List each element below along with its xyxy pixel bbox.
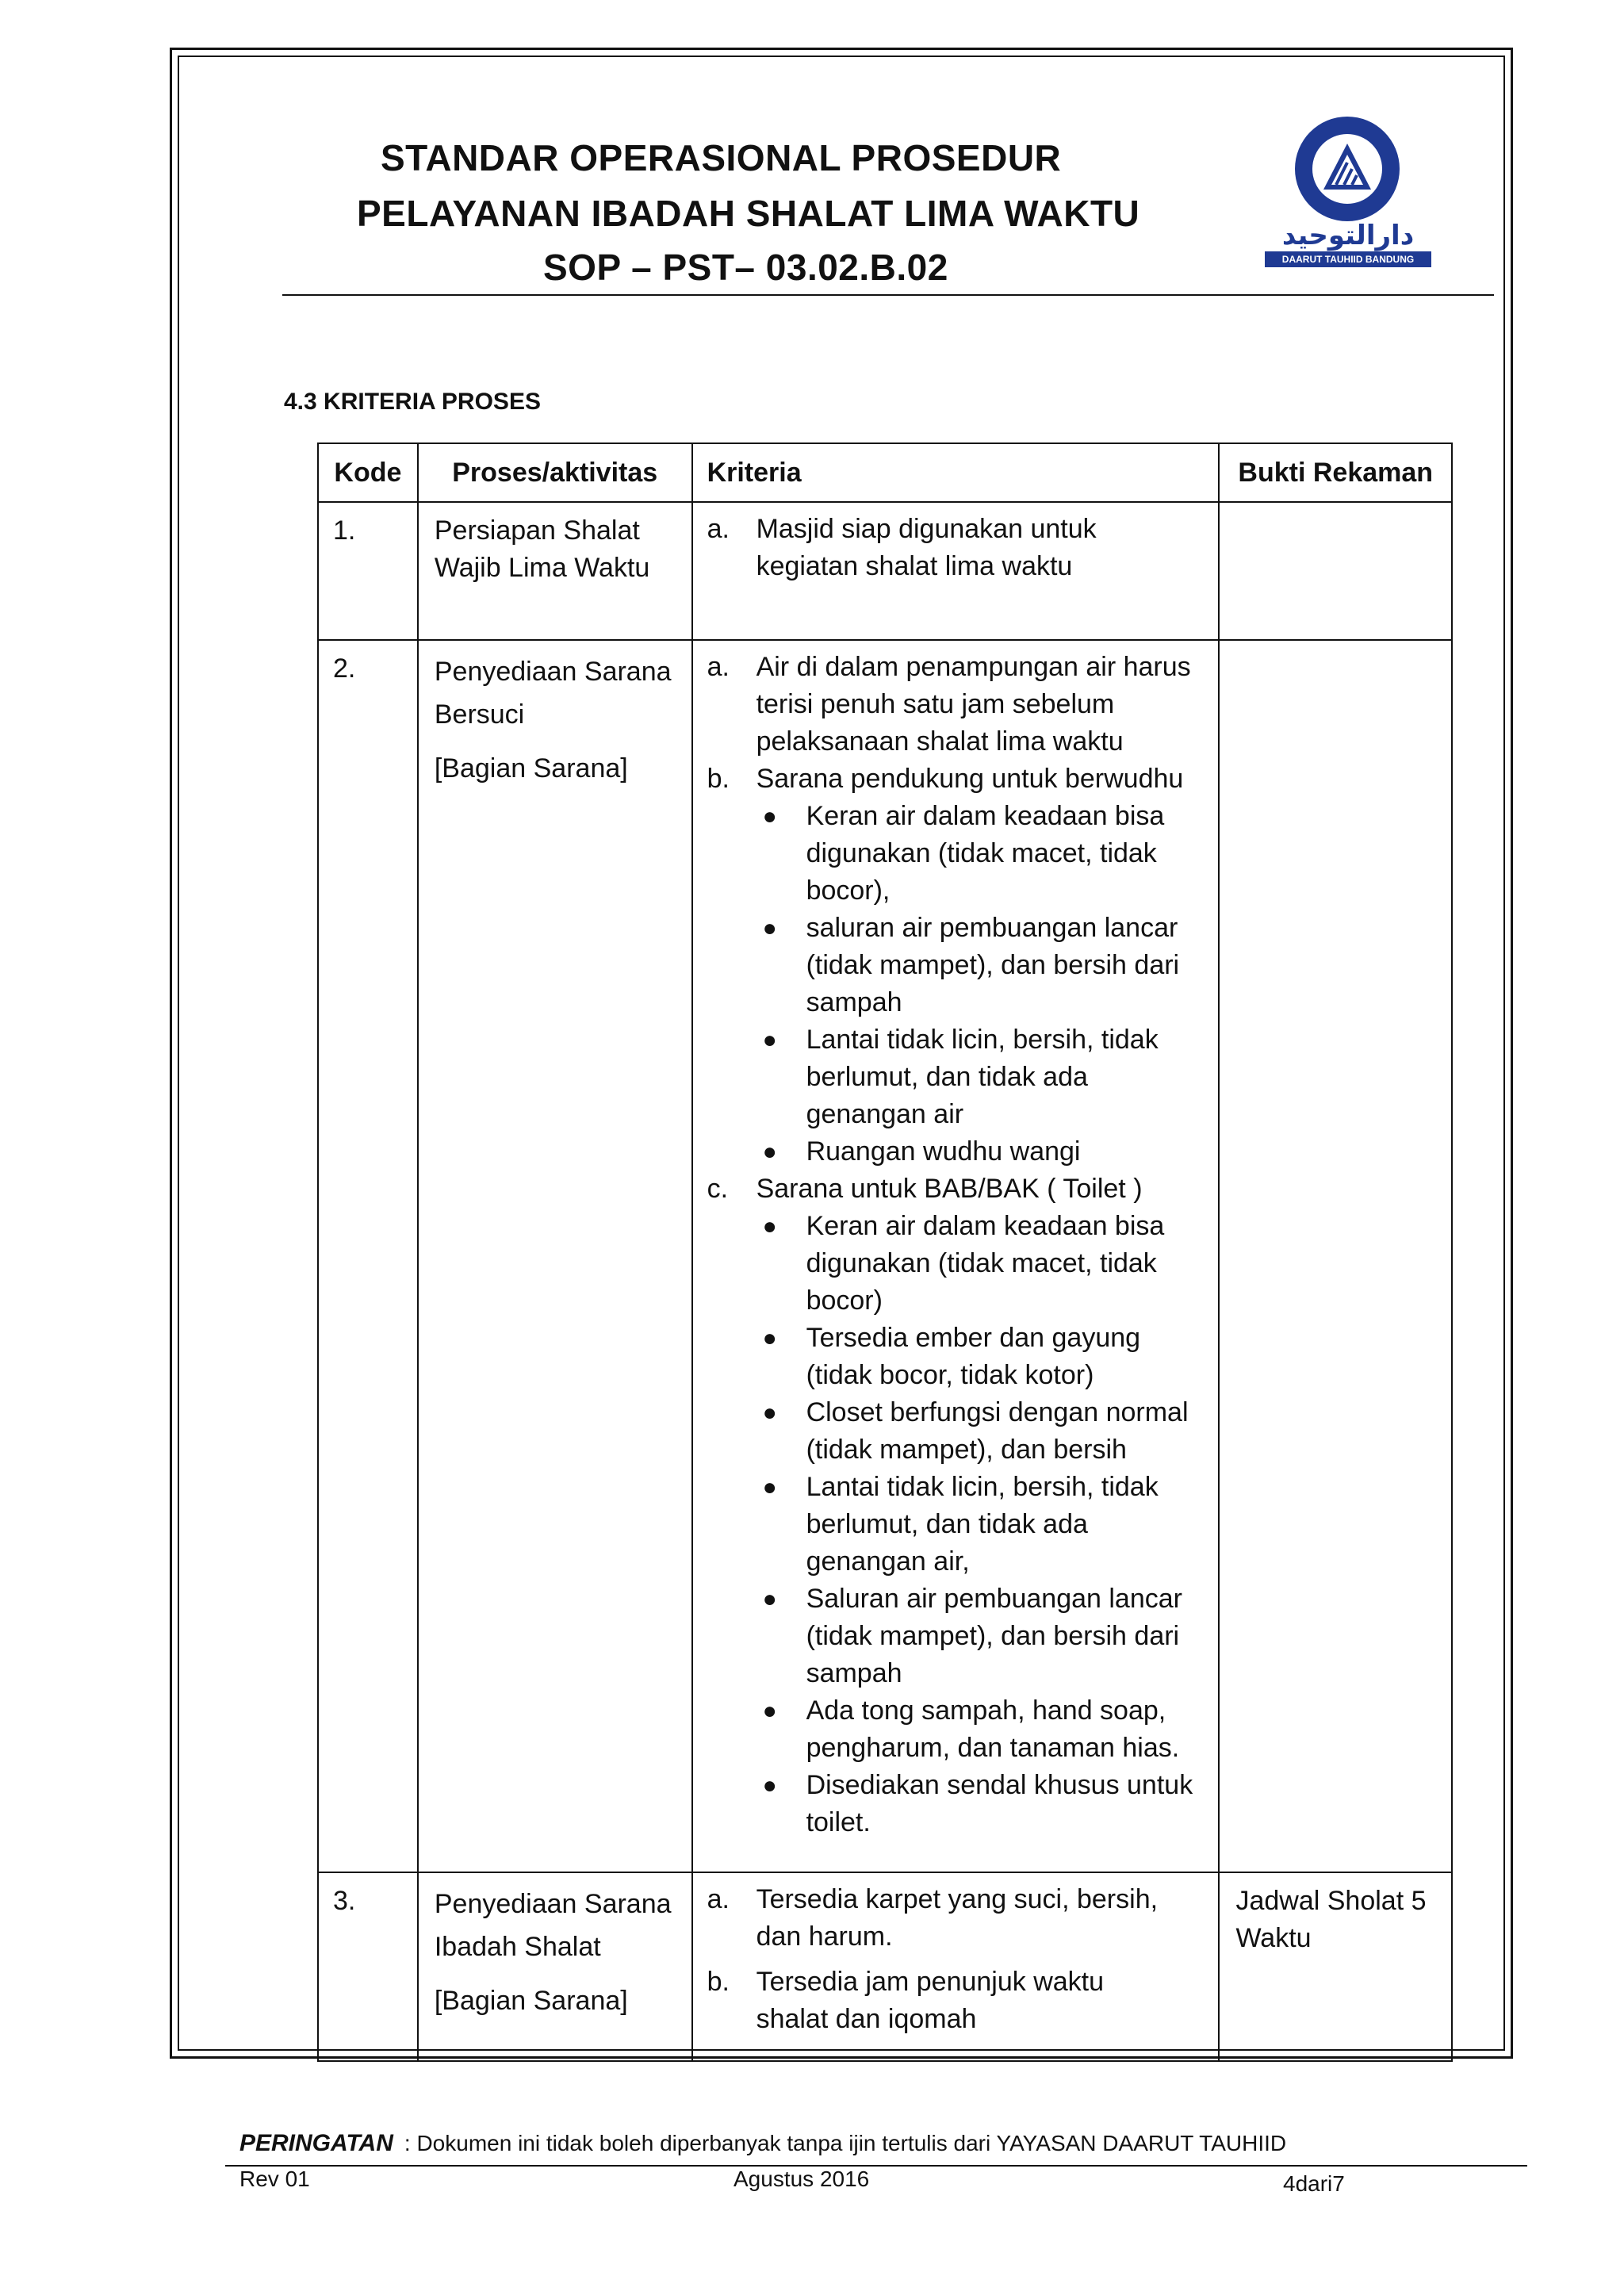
item-label: a. (707, 1884, 730, 1914)
criteria-text: Tersedia jam penunjuk waktu (756, 1967, 1105, 1997)
bullet-item (707, 1394, 1212, 1469)
bullet-text: Lantai tidak licin, bersih, tidak (806, 1472, 1159, 1502)
table-header-row (318, 443, 1452, 502)
criteria-text: dan harum. (756, 1921, 893, 1952)
bullet-text: Lantai tidak licin, bersih, tidak (806, 1025, 1159, 1055)
bullet-text: bocor), (806, 875, 891, 906)
bullet-text: (tidak mampet), dan bersih dari (806, 950, 1180, 980)
bullet-icon: ● (762, 1772, 777, 1799)
document-subtitle: PELAYANAN IBADAH SHALAT LIMA WAKTU (357, 193, 1140, 234)
bullet-item (707, 1133, 1212, 1170)
bullet-icon: ● (762, 803, 777, 829)
bullet-icon: ● (762, 1027, 777, 1053)
row-evidence (1219, 640, 1452, 1872)
bullet-text: Disediakan sendal khusus untuk (806, 1770, 1193, 1800)
criteria-table (317, 443, 1453, 2062)
table-row (318, 502, 1452, 640)
process-text: Penyediaan Sarana (434, 657, 672, 687)
bullet-icon: ● (762, 1213, 777, 1239)
row-evidence (1219, 502, 1452, 640)
bullet-icon: ● (762, 1586, 777, 1612)
bullet-text: digunakan (tidak macet, tidak (806, 1248, 1157, 1278)
bullet-icon: ● (762, 1474, 777, 1500)
process-text: Persiapan Shalat (434, 515, 640, 546)
item-label: b. (707, 1967, 730, 1997)
bullet-text: Keran air dalam keadaan bisa (806, 1211, 1165, 1241)
criteria-text: shalat dan iqomah (756, 2004, 977, 2034)
daarut-tauhiid-logo (1265, 115, 1435, 270)
bullet-text: (tidak mampet), dan bersih dari (806, 1621, 1180, 1651)
row-process (418, 640, 692, 1872)
bullet-text: (tidak bocor, tidak kotor) (806, 1360, 1094, 1390)
row-code: 1. (318, 502, 418, 640)
criteria-text: terisi penuh satu jam sebelum (756, 689, 1115, 719)
item-label: a. (707, 652, 730, 682)
document-code: SOP – PST– 03.02.B.02 (543, 247, 948, 288)
page-number: 4dari7 (1283, 2171, 1345, 2196)
evidence-text: Waktu (1235, 1923, 1312, 1953)
footer-warning (239, 2130, 1286, 2157)
header-code: Kode (318, 443, 418, 502)
row-criteria (692, 640, 1220, 1872)
criteria-item (707, 649, 1212, 761)
row-process (418, 502, 692, 640)
bullet-icon: ● (762, 1698, 777, 1724)
table-row (318, 1872, 1452, 2061)
process-text: Penyediaan Sarana (434, 1889, 672, 1919)
bullet-text: genangan air (806, 1099, 964, 1129)
criteria-text: Tersedia karpet yang suci, bersih, (756, 1884, 1159, 1914)
header-process: Proses/aktivitas (418, 443, 692, 502)
revision-number: Rev 01 (239, 2167, 310, 2191)
row-criteria (692, 502, 1220, 640)
bullet-text: Tersedia ember dan gayung (806, 1323, 1141, 1353)
bullet-item (707, 1767, 1212, 1841)
bullet-item (707, 1580, 1212, 1692)
bullet-text: (tidak mampet), dan bersih (806, 1435, 1127, 1465)
row-criteria (692, 1872, 1220, 2061)
document-date: Agustus 2016 (733, 2167, 870, 2191)
row-evidence (1219, 1872, 1452, 2061)
criteria-text: Masjid siap digunakan untuk (756, 514, 1097, 544)
criteria-item (707, 1881, 1212, 1956)
section-heading: 4.3 KRITERIA PROSES (284, 389, 541, 415)
bullet-text: Closet berfungsi dengan normal (806, 1397, 1189, 1427)
row-code: 3. (318, 1872, 418, 2061)
bullet-text: Saluran air pembuangan lancar (806, 1584, 1182, 1614)
bullet-text: bocor) (806, 1285, 883, 1316)
document-title: STANDAR OPERASIONAL PROSEDUR (381, 137, 1062, 178)
bullet-item (707, 1320, 1212, 1394)
criteria-text: Sarana pendukung untuk berwudhu (756, 764, 1184, 794)
item-label: c. (707, 1174, 729, 1204)
logo-emblem-icon (1295, 117, 1400, 221)
header-criteria: Kriteria (692, 443, 1220, 502)
criteria-item (707, 1170, 1212, 1208)
criteria-item (707, 761, 1212, 798)
bullet-text: Ada tong sampah, hand soap, (806, 1695, 1166, 1726)
bullet-text: genangan air, (806, 1546, 970, 1577)
bullet-item (707, 1692, 1212, 1767)
logo-strip-text: DAARUT TAUHIID BANDUNG (1265, 251, 1431, 267)
bullet-text: toilet. (806, 1807, 871, 1837)
item-label: b. (707, 764, 730, 794)
row-process (418, 1872, 692, 2061)
criteria-item (707, 1964, 1212, 2038)
process-text: Bersuci (434, 699, 525, 730)
bullet-text: saluran air pembuangan lancar (806, 913, 1178, 943)
bullet-item (707, 1021, 1212, 1133)
header-divider (282, 294, 1494, 296)
table-row (318, 640, 1452, 1872)
bullet-text: Keran air dalam keadaan bisa (806, 801, 1165, 831)
warning-text: : Dokumen ini tidak boleh diperbanyak tanpa ijin tertulis dari YAYASAN DAARUT TAUHIID (404, 2131, 1287, 2155)
criteria-text: Sarana untuk BAB/BAK ( Toilet ) (756, 1174, 1143, 1204)
criteria-item (707, 511, 1212, 585)
criteria-text: pelaksanaan shalat lima waktu (756, 726, 1124, 757)
process-text: Wajib Lima Waktu (434, 553, 650, 583)
bullet-icon: ● (762, 1400, 777, 1426)
process-unit: [Bagian Sarana] (434, 753, 628, 784)
footer-divider (225, 2165, 1527, 2167)
warning-label: PERINGATAN (239, 2130, 393, 2156)
logo-arabic-text: دارالتوحيد (1281, 220, 1415, 251)
process-unit: [Bagian Sarana] (434, 1986, 628, 2016)
bullet-text: sampah (806, 987, 902, 1017)
bullet-icon: ● (762, 1139, 777, 1165)
bullet-item (707, 798, 1212, 910)
bullet-icon: ● (762, 915, 777, 941)
bullet-text: berlumut, dan tidak ada (806, 1062, 1088, 1092)
bullet-item (707, 910, 1212, 1021)
bullet-text: digunakan (tidak macet, tidak (806, 838, 1157, 868)
criteria-text: kegiatan shalat lima waktu (756, 551, 1073, 581)
bullet-text: berlumut, dan tidak ada (806, 1509, 1088, 1539)
bullet-icon: ● (762, 1325, 777, 1351)
evidence-text: Jadwal Sholat 5 (1235, 1886, 1427, 1916)
bullet-text: Ruangan wudhu wangi (806, 1136, 1081, 1167)
process-text: Ibadah Shalat (434, 1932, 601, 1962)
bullet-item (707, 1469, 1212, 1580)
bullet-text: pengharum, dan tanaman hias. (806, 1733, 1180, 1763)
header-evidence: Bukti Rekaman (1219, 443, 1452, 502)
bullet-item (707, 1208, 1212, 1320)
criteria-text: Air di dalam penampungan air harus (756, 652, 1191, 682)
row-code: 2. (318, 640, 418, 1872)
bullet-text: sampah (806, 1658, 902, 1688)
item-label: a. (707, 514, 730, 544)
